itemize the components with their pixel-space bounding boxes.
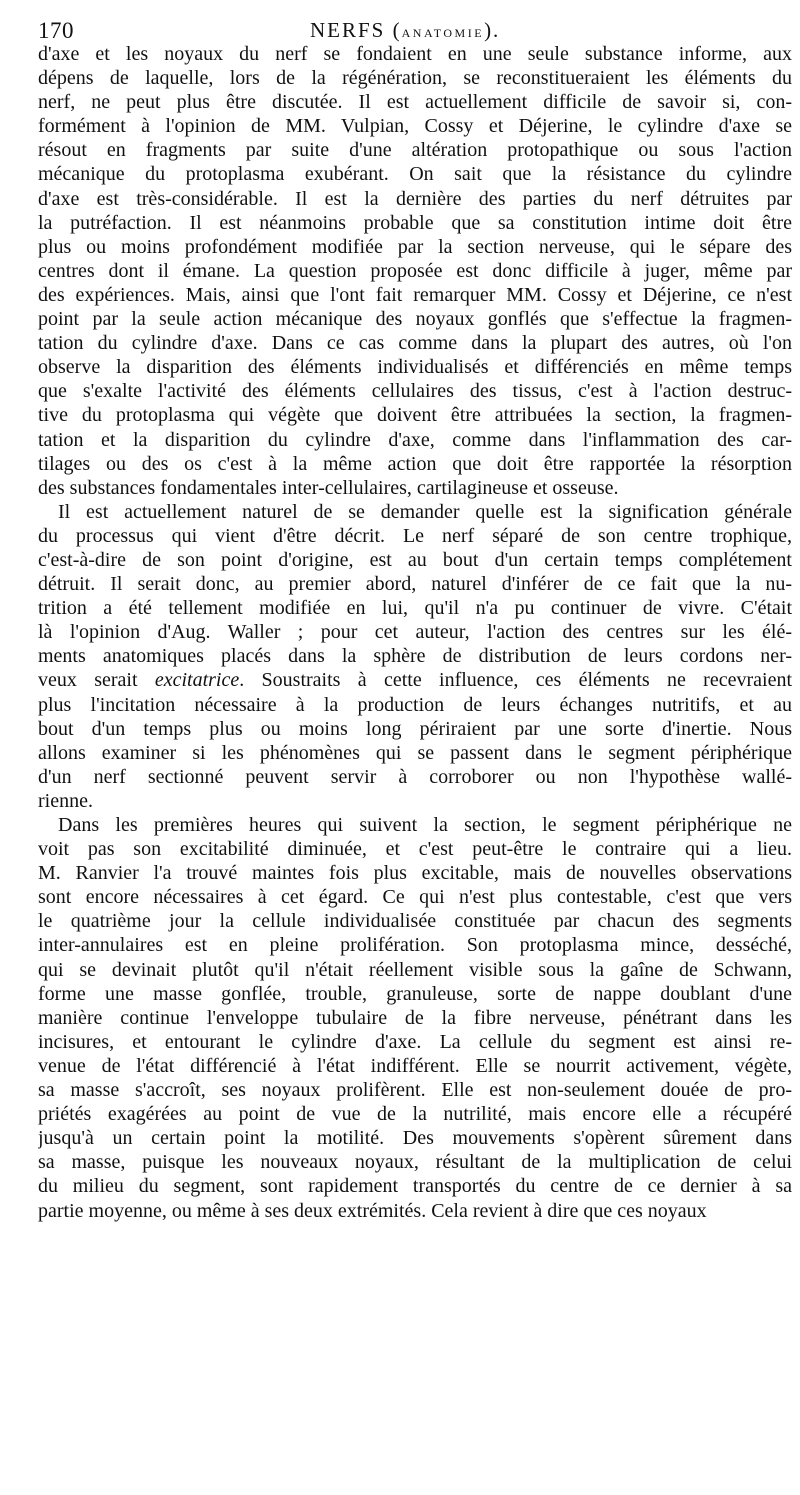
text-line: tive du protoplasma qui végète que doivent être attribuées la section, la fragmen- [38, 404, 792, 427]
text-line: la putréfaction. Il est néanmoins probable que sa constitution intime doit être [38, 211, 792, 234]
text-line: détruit. Il serait donc, au premier abord, naturel d'inférer de ce fait que la nu- [38, 573, 792, 596]
text-line: jusqu'à un certain point la motilité. Des mouvements s'opèrent sûrement dans [38, 1127, 792, 1150]
text-line: tation et la disparition du cylindre d'axe, comme dans l'inflammation des car- [38, 428, 792, 451]
text-line: priétés exagérées au point de vue de la nutrilité, mais encore elle a récupéré [38, 1103, 792, 1126]
text-line: nerf, ne peut plus être discutée. Il est actuellement difficile de savoir si, con- [38, 91, 792, 114]
text-line: mécanique du protoplasma exubérant. On sait que la résistance du cylindre [38, 163, 792, 186]
paragraph [38, 42, 792, 500]
running-title [310, 18, 500, 43]
text-line: qui se devinait plutôt qu'il n'était réellement visible sous la gaîne de Schwann, [38, 958, 792, 981]
page-number: 170 [38, 18, 74, 43]
text-line: c'est-à-dire de son point d'origine, est au bout d'un certain temps complétement [38, 548, 792, 571]
text-line: allons examiner si les phénomènes qui se passent dans le segment périphérique [38, 741, 792, 764]
paragraph [38, 813, 792, 1223]
text-line: plus l'incitation nécessaire à la production de leurs échanges nutritifs, et au [38, 693, 792, 716]
text-line: incisures, et entourant le cylindre d'axe. La cellule du segment est ainsi re- [38, 1030, 792, 1053]
text-line: d'axe est très-considérable. Il est la dernière des parties du nerf détruites par [38, 187, 792, 210]
text-line: des expériences. Mais, ainsi que l'ont fait remarquer MM. Cossy et Déjerine, ce n'est [38, 283, 792, 306]
text-line: forme une masse gonflée, trouble, granuleuse, sorte de nappe doublant d'une [38, 982, 792, 1005]
running-title-smallcaps: ANATOMIE [401, 26, 485, 40]
text-line: le quatrième jour la cellule individualisée constituée par chacun des segments [38, 910, 792, 933]
text-line: tation du cylindre d'axe. Dans ce cas comme dans la plupart des autres, où l'on [38, 332, 792, 355]
text-line: trition a été tellement modifiée en lui, qu'il n'a pu continuer de vivre. C'était [38, 597, 792, 620]
text-line: sont encore nécessaires à cet égard. Ce qui n'est plus contestable, c'est que vers [38, 886, 792, 909]
text-line: d'axe et les noyaux du nerf se fondaient en une seule substance informe, aux [38, 43, 792, 65]
text-line: tilages ou des os c'est à la même action que doit être rapportée la résorption [38, 452, 792, 475]
text-line: du processus qui vient d'être décrit. Le nerf séparé de son centre trophique, [38, 524, 792, 547]
text-line: d'un nerf sectionné peuvent servir à corroborer ou non l'hypothèse wallé- [38, 765, 792, 788]
text-line: Il est actuellement naturel de se demander quelle est la signification générale [58, 500, 792, 523]
body-text [38, 42, 792, 1223]
running-head [38, 0, 792, 42]
text-line: que s'exalte l'activité des éléments cellulaires des tissus, c'est à l'action destruc- [38, 380, 792, 403]
text-line: point par la seule action mécanique des noyaux gonflés que s'effectue la fragmen- [38, 308, 792, 331]
text-line: centres dont il émane. La question proposée est donc difficile à juger, même par [38, 259, 792, 282]
text-line: Dans les premières heures qui suivent la section, le segment périphérique ne [58, 814, 792, 836]
text-line: inter-annulaires est en pleine prolifération. Son protoplasma mince, desséché, [38, 934, 792, 957]
running-title-end: ). [484, 18, 501, 42]
running-title-main: NERFS ( [310, 18, 402, 42]
text-line: plus ou moins profondément modifiée par la section nerveuse, qui le sépare des [38, 235, 792, 258]
text-line: observe la disparition des éléments individualisés et différenciés en même temps [38, 356, 792, 379]
text-line: bout d'un temps plus ou moins long périraient par une sorte d'inertie. Nous [38, 717, 792, 740]
text-line: ments anatomiques placés dans la sphère de distribution de leurs cordons ner- [38, 645, 792, 668]
text-line: veux serait excitatrice. Soustraits à cette influence, ces éléments ne recevraient [38, 669, 792, 692]
text-line: voit pas son excitabilité diminuée, et c'est peut-être le contraire qui a lieu. [38, 838, 792, 861]
text-line: venue de l'état différencié à l'état indifférent. Elle se nourrit activement, végète, [38, 1054, 792, 1077]
text-line: du milieu du segment, sont rapidement transportés du centre de ce dernier à sa [38, 1175, 792, 1198]
text-line: là l'opinion d'Aug. Waller ; pour cet auteur, l'action des centres sur les élé- [38, 621, 792, 644]
paragraph [38, 500, 792, 813]
text-line: partie moyenne, ou même à ses deux extrémités. Cela revient à dire que ces noyaux [38, 1199, 707, 1222]
text-line: rienne. [38, 789, 93, 812]
text-line: des substances fondamentales inter-cellulaires, cartilagineuse et osseuse. [38, 476, 619, 499]
text-line: formément à l'opinion de MM. Vulpian, Cossy et Déjerine, le cylindre d'axe se [38, 115, 792, 138]
text-line: sa masse s'accroît, ses noyaux prolifèrent. Elle est non-seulement douée de pro- [38, 1079, 792, 1102]
text-line: sa masse, puisque les nouveaux noyaux, résultant de la multiplication de celui [38, 1151, 792, 1174]
text-line: M. Ranvier l'a trouvé maintes fois plus excitable, mais de nouvelles observations [38, 862, 792, 885]
text-line: dépens de laquelle, lors de la régénération, se reconstitueraient les éléments du [38, 67, 792, 90]
text-line: résout en fragments par suite d'une altération protopathique ou sous l'action [38, 139, 792, 162]
text-line: manière continue l'enveloppe tubulaire de la fibre nerveuse, pénétrant dans les [38, 1006, 792, 1029]
